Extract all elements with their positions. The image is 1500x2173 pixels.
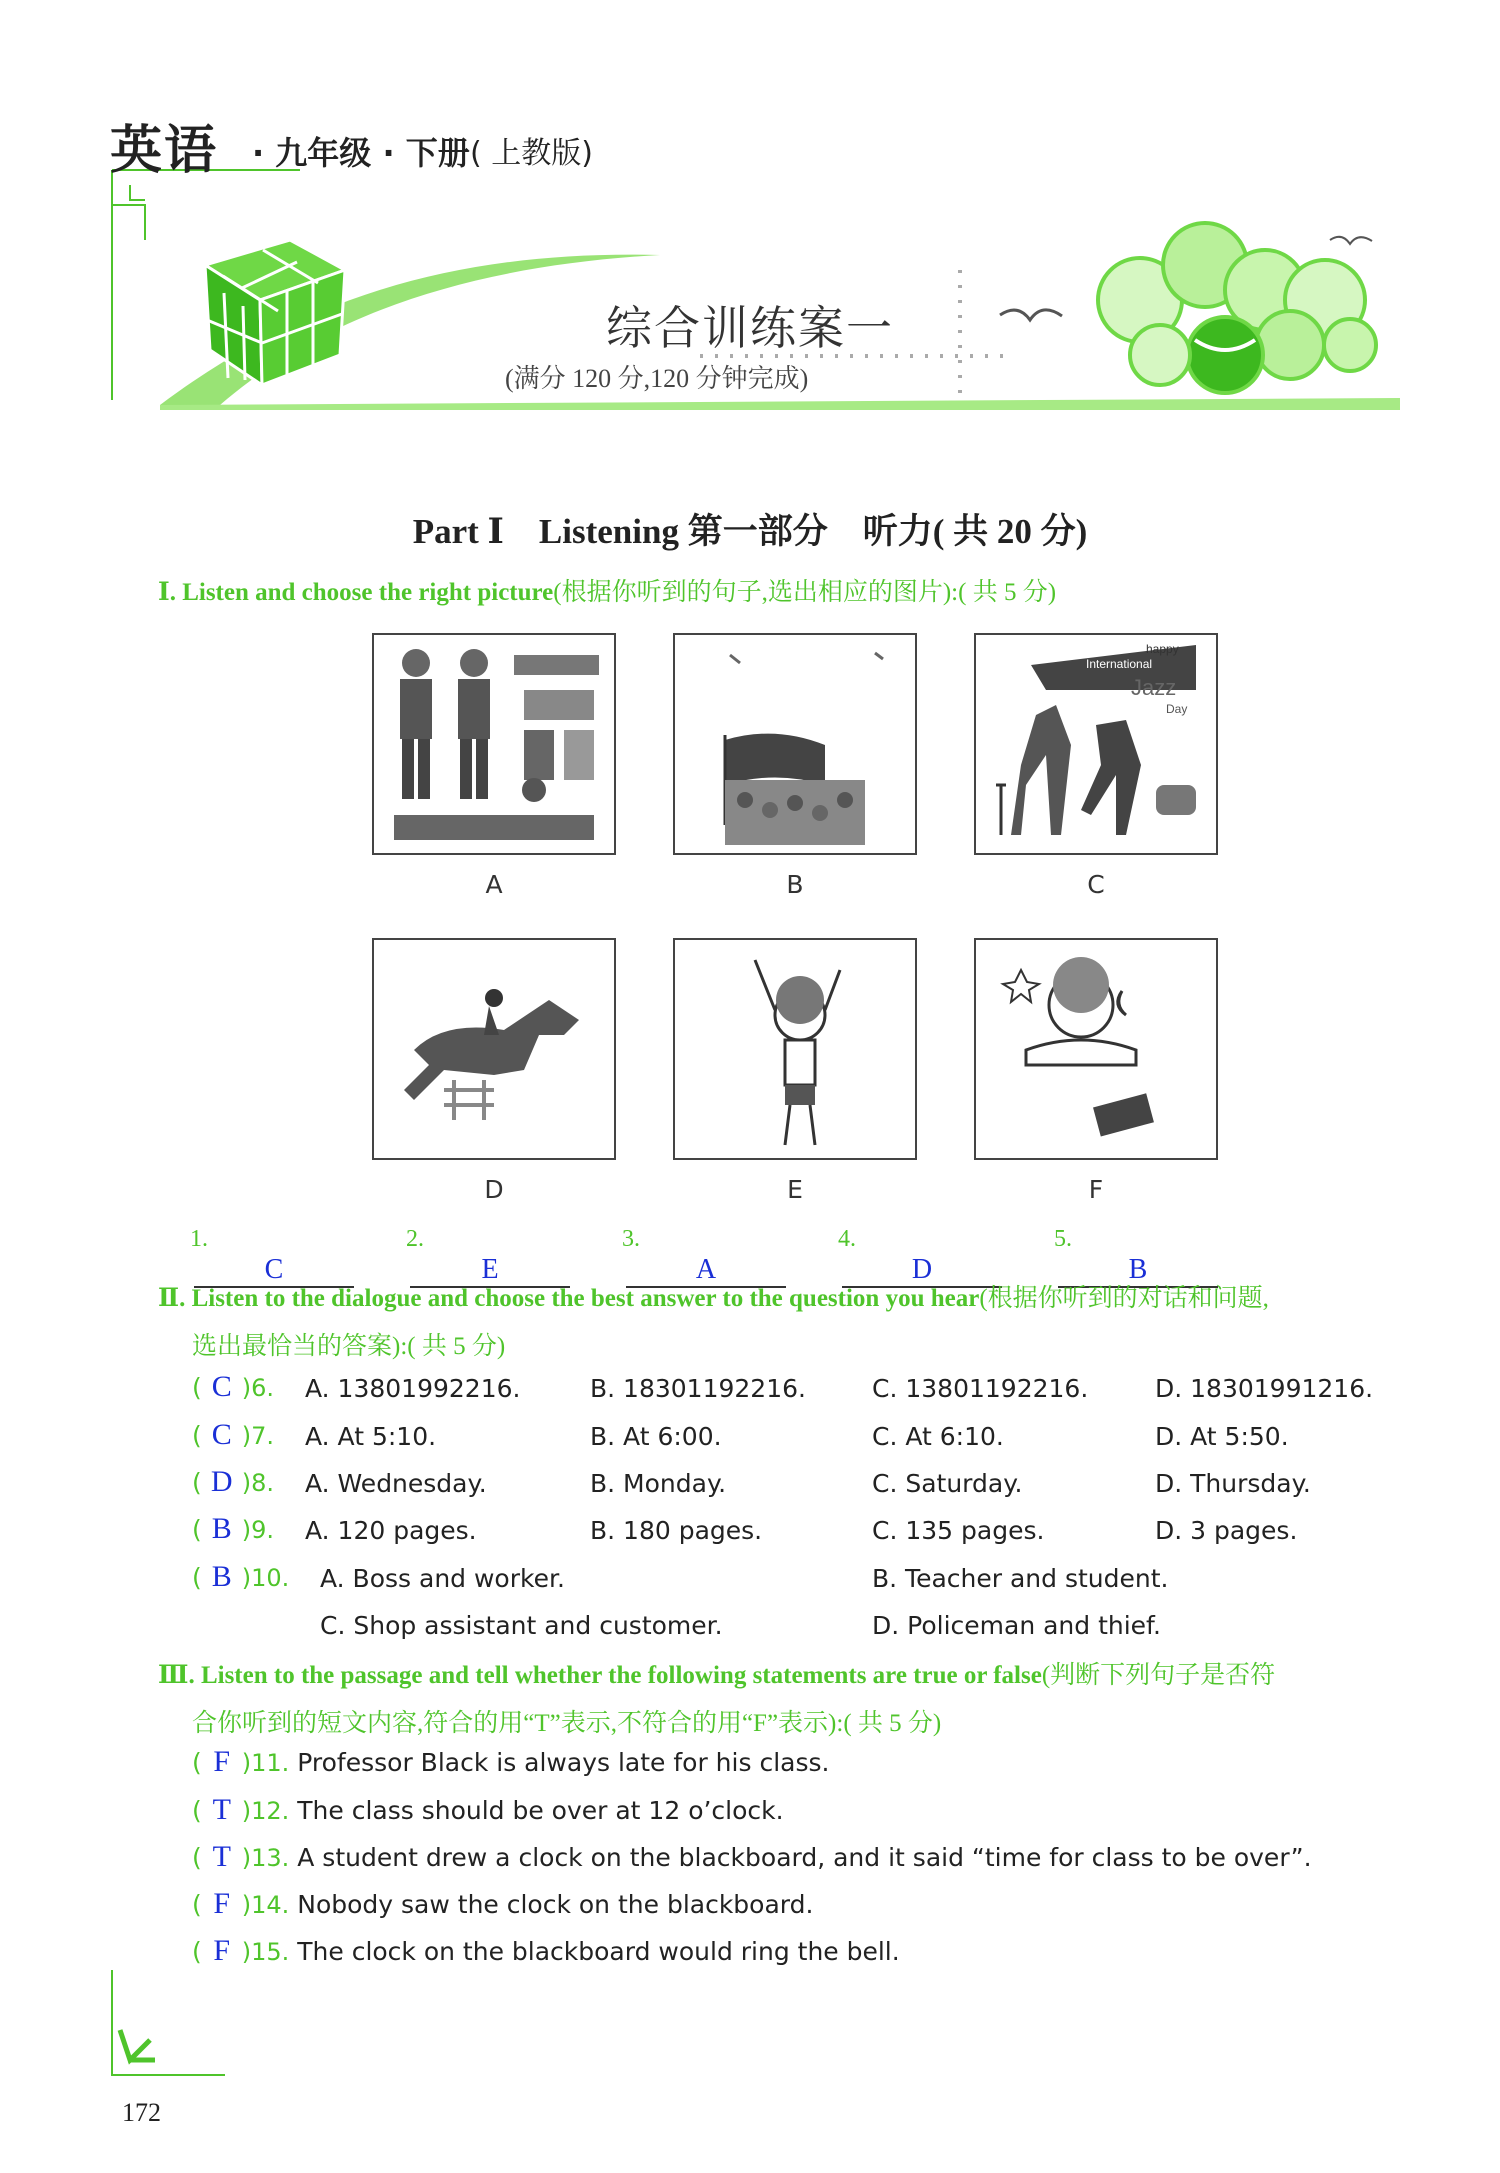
- statement-13: ( T )13. A student drew a clock on the blackboard, and it said “time for class to be over”.: [192, 1840, 1312, 1873]
- blank-3[interactable]: 3.A: [622, 1222, 786, 1288]
- exercise-set-subtitle: (满分 120 分,120 分钟完成): [505, 364, 809, 393]
- question-6-option-b: B. 18301192216.: [590, 1374, 806, 1403]
- section-3-title: [158, 1655, 1408, 1691]
- question-6-option-a: A. 13801992216.: [305, 1374, 521, 1403]
- picture-b-label: B: [786, 870, 804, 899]
- part-heading: Part Ⅰ Listening 第一部分 听力( 共 20 分): [412, 512, 1088, 551]
- statement-12-text: The class should be over at 12 o’clock.: [297, 1796, 784, 1825]
- question-9: ( B )9.: [192, 1512, 275, 1545]
- question-7: ( C )7.: [192, 1418, 275, 1451]
- book-title: 英语: [110, 121, 219, 181]
- question-10-option-c: C. Shop assistant and customer.: [320, 1611, 723, 1640]
- question-7-option-a: A. At 5:10.: [305, 1422, 437, 1451]
- question-8-answer[interactable]: D: [210, 1465, 233, 1498]
- question-10-option-b: B. Teacher and student.: [872, 1564, 1169, 1593]
- boy-exercising-icon: [675, 940, 915, 1158]
- question-6-answer[interactable]: C: [211, 1370, 232, 1403]
- section-3-title-cn-2: 合你听到的短文内容,符合的用“T”表示,不符合的用“F”表示):( 共 5 分): [192, 1710, 942, 1737]
- section-2-title-cn-2: 选出最恰当的答案):( 共 5 分): [192, 1333, 506, 1360]
- question-7-option-b: B. At 6:00.: [590, 1422, 722, 1451]
- picture-b: [673, 633, 917, 855]
- blank-1[interactable]: 1.C: [190, 1222, 354, 1288]
- question-9-option-a: A. 120 pages.: [305, 1516, 477, 1545]
- blank-2-answer: E: [410, 1254, 570, 1288]
- boy-sleeping-book-icon: [976, 940, 1216, 1158]
- picture-d: [372, 938, 616, 1160]
- statement-14: ( F )14. Nobody saw the clock on the blackboard.: [192, 1887, 814, 1920]
- question-8-option-a: A. Wednesday.: [305, 1469, 487, 1498]
- section-2-title: [158, 1278, 1408, 1314]
- statement-13-text: A student drew a clock on the blackboard, and it said “time for class to be over”.: [297, 1843, 1312, 1872]
- question-10-option-d: D. Policeman and thief.: [872, 1611, 1161, 1640]
- footer-decoration: [0, 1960, 300, 2100]
- picture-d-label: D: [484, 1175, 504, 1204]
- question-7-option-d: D. At 5:50.: [1155, 1422, 1289, 1451]
- jazz-musicians-icon: [976, 635, 1216, 853]
- statement-13-answer[interactable]: T: [212, 1840, 231, 1873]
- question-7-answer[interactable]: C: [211, 1418, 232, 1451]
- picture-a-label: A: [485, 870, 503, 899]
- section-3-title-line2: [192, 1703, 941, 1739]
- question-10-option-a: A. Boss and worker.: [320, 1564, 565, 1593]
- question-6-option-c: C. 13801192216.: [872, 1374, 1089, 1403]
- picture-a: [372, 633, 616, 855]
- picture-f: [974, 938, 1218, 1160]
- statement-11-answer[interactable]: F: [213, 1745, 231, 1778]
- jazz-text-day: Day: [1166, 702, 1188, 716]
- section-2-title-en: Ⅱ. Listen to the dialogue and choose the best answer to the question you hear: [158, 1285, 980, 1312]
- question-9-option-b: B. 180 pages.: [590, 1516, 763, 1545]
- statement-14-answer[interactable]: F: [213, 1887, 231, 1920]
- blank-4-answer: D: [842, 1254, 1002, 1288]
- question-8: ( D )8.: [192, 1465, 275, 1498]
- section-3-title-en: Ⅲ. Listen to the passage and tell whether the following statements are true or false: [158, 1662, 1042, 1689]
- section-1-title-cn: (根据你听到的句子,选出相应的图片):( 共 5 分): [553, 579, 1057, 606]
- picture-c: [974, 633, 1218, 855]
- book-edition: ( 上教版): [470, 136, 593, 171]
- statement-11-text: Professor Black is always late for his class.: [297, 1748, 830, 1777]
- statement-14-text: Nobody saw the clock on the blackboard.: [297, 1890, 814, 1919]
- picture-e: [673, 938, 917, 1160]
- statement-12-answer[interactable]: T: [212, 1793, 231, 1826]
- blank-4[interactable]: 4.D: [838, 1222, 1002, 1288]
- question-8-option-d: D. Thursday.: [1155, 1469, 1311, 1498]
- picture-c-label: C: [1087, 870, 1105, 899]
- book-grade: · 九年级 · 下册: [252, 134, 470, 172]
- question-8-option-b: B. Monday.: [590, 1469, 727, 1498]
- workers-tools-icon: [374, 635, 614, 853]
- question-6-option-d: D. 18301991216.: [1155, 1374, 1374, 1403]
- jazz-text-happy: happy: [1146, 642, 1179, 656]
- question-7-option-c: C. At 6:10.: [872, 1422, 1004, 1451]
- picture-f-label: F: [1088, 1175, 1104, 1204]
- blank-3-answer: A: [626, 1254, 786, 1288]
- question-9-answer[interactable]: B: [211, 1512, 232, 1545]
- section-1-title: [158, 572, 1056, 608]
- page-number: 172: [122, 2098, 161, 2127]
- crowd-flag-icon: [675, 635, 915, 853]
- question-10: ( B )10.: [192, 1560, 290, 1593]
- statement-15: ( F )15. The clock on the blackboard would ring the bell.: [192, 1934, 900, 1967]
- question-6: ( C )6.: [192, 1370, 275, 1403]
- section-2-title-cn-1: (根据你听到的对话和问题,: [979, 1285, 1269, 1312]
- question-9-option-d: D. 3 pages.: [1155, 1516, 1298, 1545]
- statement-11: ( F )11. Professor Black is always late for his class.: [192, 1745, 830, 1778]
- question-10-answer[interactable]: B: [211, 1560, 232, 1593]
- section-3-title-cn-1: (判断下列句子是否符: [1041, 1662, 1276, 1689]
- blank-2[interactable]: 2.E: [406, 1222, 570, 1288]
- statement-12: ( T )12. The class should be over at 12 o’clock.: [192, 1793, 784, 1826]
- jazz-text-international: International: [1086, 657, 1153, 671]
- blank-1-answer: C: [194, 1254, 354, 1288]
- blank-5-answer: B: [1058, 1254, 1218, 1288]
- section-1-title-en: Ⅰ. Listen and choose the right picture: [158, 579, 554, 606]
- jazz-text-jazz: Jazz: [1131, 675, 1177, 700]
- statement-15-text: The clock on the blackboard would ring the bell.: [297, 1937, 900, 1966]
- question-9-option-c: C. 135 pages.: [872, 1516, 1045, 1545]
- picture-e-label: E: [787, 1175, 803, 1204]
- blank-5[interactable]: 5.B: [1054, 1222, 1218, 1288]
- exercise-set-title: 综合训练案一: [606, 301, 894, 355]
- horse-rider-icon: [374, 940, 614, 1158]
- statement-15-answer[interactable]: F: [213, 1934, 231, 1967]
- question-8-option-c: C. Saturday.: [872, 1469, 1023, 1498]
- section-2-title-line2: [192, 1326, 505, 1362]
